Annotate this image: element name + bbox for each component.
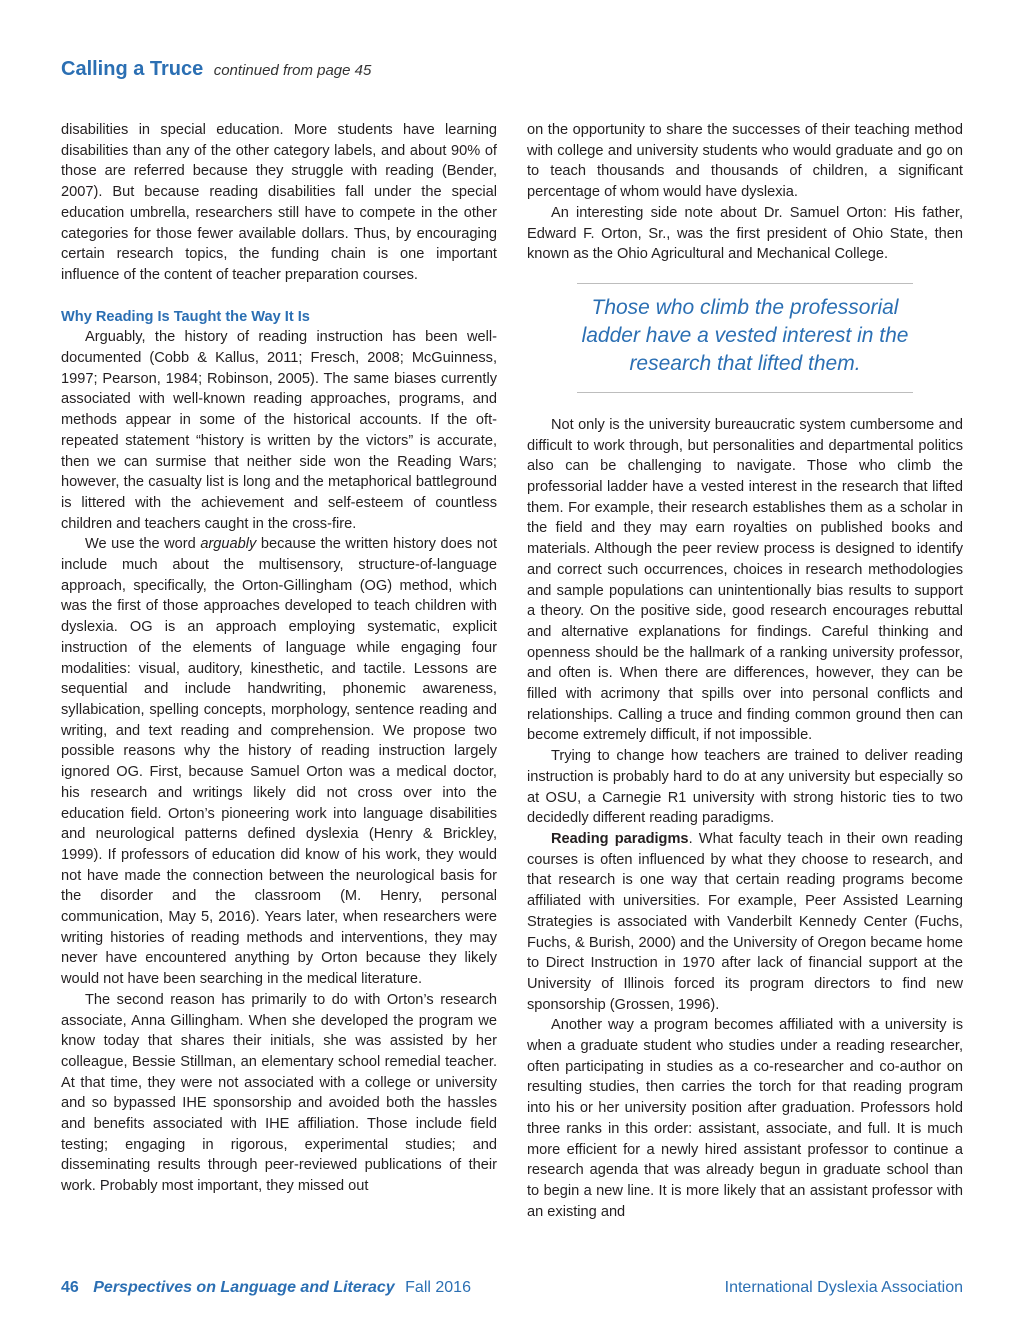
pull-quote-text: Those who climb the professorial ladder have a vested interest in the research that lifted them.	[581, 295, 909, 375]
text-run: We use the word	[85, 536, 201, 553]
issue-label: Fall 2016	[405, 1279, 471, 1296]
paragraph	[61, 534, 497, 989]
paragraph: Another way a program becomes affiliated with a university is when a graduate student who studies under a reading researcher, often participating in studies as a co-researcher and co-author on resulting studies, then carries the torch for that reading program into his or her university position after graduation. Professors hold three ranks in this order: assistant, associate, and full. It is much more efficient for a newly hired assistant professor to continue a research agenda that was already begun in graduate school than to begin a new line. It is more likely that an assistant professor with an existing and	[527, 1017, 963, 1220]
article-title: Calling a Truce	[61, 58, 204, 80]
text-run: . What faculty teach in their own reading courses is often influenced by what they choose to research, and that research is one way that certain reading programs become affiliated with universities. For example, Peer Assisted Learning Strategies is associated with Vanderbilt Kennedy Center (Fuchs, Fuchs, & Burish, 2000) and the University of Oregon became home to Direct Instruction in 1970 after lack of financial support at the University of Illinois forced its program directors to find new sponsorship (Grossen, 1996).	[527, 830, 963, 1013]
page-footer	[61, 1279, 963, 1303]
journal-title: Perspectives on Language and Literacy	[93, 1279, 395, 1296]
continued-note: continued from page 45	[213, 62, 372, 79]
run-in-heading: Reading paradigms	[551, 830, 689, 847]
paragraph: Arguably, the history of reading instruction has been well-documented (Cobb & Kallus, 2011; Fresch, 2008; McGuinness, 1997; Pearson, 1984; Robinson, 2005). The same biases currently associated with well-known reading approaches, programs, and methods appear in some of the historical accounts. If the oft-repeated statement “history is written by the victors” is accurate, then we can surmise that neither side won the Reading Wars; however, the casualty list is long and the metaphorical battleground is littered with the achievement and self-esteem of countless children and teachers caught in the cross-fire.	[61, 329, 497, 532]
paragraph	[527, 829, 963, 1015]
text-run: because the written history does not include much about the multisensory, structure-of-language approach, specifically, the Orton-Gillingham (OG) method, which was the first of those approaches developed to teach children with dyslexia. OG is an approach employing systematic, explicit instruction of the elements of language while engaging four modalities: visual, auditory, kinesthetic, and tactile. Lessons are sequential and include handwriting, phonemic awareness, syllabication, spelling concepts, morphology, sentence reading and writing, and text reading and comprehension. We propose two possible reasons why the history of reading instruction largely ignored OG. First, because Samuel Orton was a medical doctor, his research and writings likely did not cross over into the education field. Orton’s pioneering work into language disabilities and neurological patterns defined dyslexia (Henry & Brickley, 1999). If professors of education did know of his work, they would not have made the connection between the neurological basis for the disorder and the classroom (M. Henry, personal communication, May 5, 2016). Years later, when researchers were writing histories of reading methods and interventions, they may never have encountered anything by Orton because they likely would not have been searching in the medical literature.	[61, 536, 497, 988]
paragraph: An interesting side note about Dr. Samuel Orton: His father, Edward F. Orton, Sr., was the first president of Ohio State, then known as the Ohio Agricultural and Mechanical College.	[527, 204, 963, 263]
paragraph: Trying to change how teachers are trained to deliver reading instruction is probably hard to do at any university but especially so at OSU, a Carnegie R1 university with strong historic ties to two decidedly different reading paradigms.	[527, 748, 963, 827]
left-column	[61, 120, 497, 1197]
right-column	[527, 120, 963, 1222]
emphasis: arguably	[200, 536, 257, 553]
paragraph: on the opportunity to share the successes of their teaching method with college and university students who would graduate and go on to teach thousands and thousands of children, a significant percentage of whom would have dyslexia.	[527, 122, 963, 201]
organization-name: International Dyslexia Association	[724, 1279, 963, 1296]
paragraph: Not only is the university bureaucratic system cumbersome and difficult to work through, but personalities and departmental politics also can be challenging to navigate. Those who climb the professorial ladder have a vested interest in the research that lifted them. For example, their research establishes them as a scholar in the field and they may earn royalties on published books and materials. Although the peer review process is designed to identify and correct such occurrences, choices in research methodologies and sample populations can unintentionally bias results to support a theory. On the positive side, good research encourages rebuttal and alternative explanations for findings. Careful thinking and openness should be the hallmark of a ranking university professor, and often is. When there are differences, however, they can be filled with acrimony that spills over into personal conflicts and relationships. Calling a truce and finding common ground then can become extremely difficult, if not impossible.	[527, 416, 963, 744]
page-number: 46	[61, 1279, 79, 1296]
paragraph: disabilities in special education. More students have learning disabilities than any of the other category labels, and about 90% of those are referred because they struggle with reading (Bender, 2007). But because reading disabilities fall under the special education umbrella, researchers still have to compete in the other categories for those fewer available dollars. Thus, by encouraging certain research topics, the funding chain is one important influence of the content of teacher preparation courses.	[61, 122, 497, 283]
page-header	[61, 58, 371, 81]
pull-quote	[577, 283, 913, 393]
section-heading: Why Reading Is Taught the Way It Is	[61, 308, 310, 325]
paragraph: The second reason has primarily to do with Orton’s research associate, Anna Gillingham. When she developed the program we know today that shares their initials, she was assisted by her colleague, Bessie Stillman, an elementary school remedial teacher. At that time, they were not associated with a college or university and so bypassed IHE sponsorship and avoided both the hassles and benefits associated with IHE affiliation. Those include field testing; engaging in rigorous, experimental studies; and disseminating results through peer-reviewed publications of their work. Probably most important, they missed out	[61, 991, 497, 1195]
